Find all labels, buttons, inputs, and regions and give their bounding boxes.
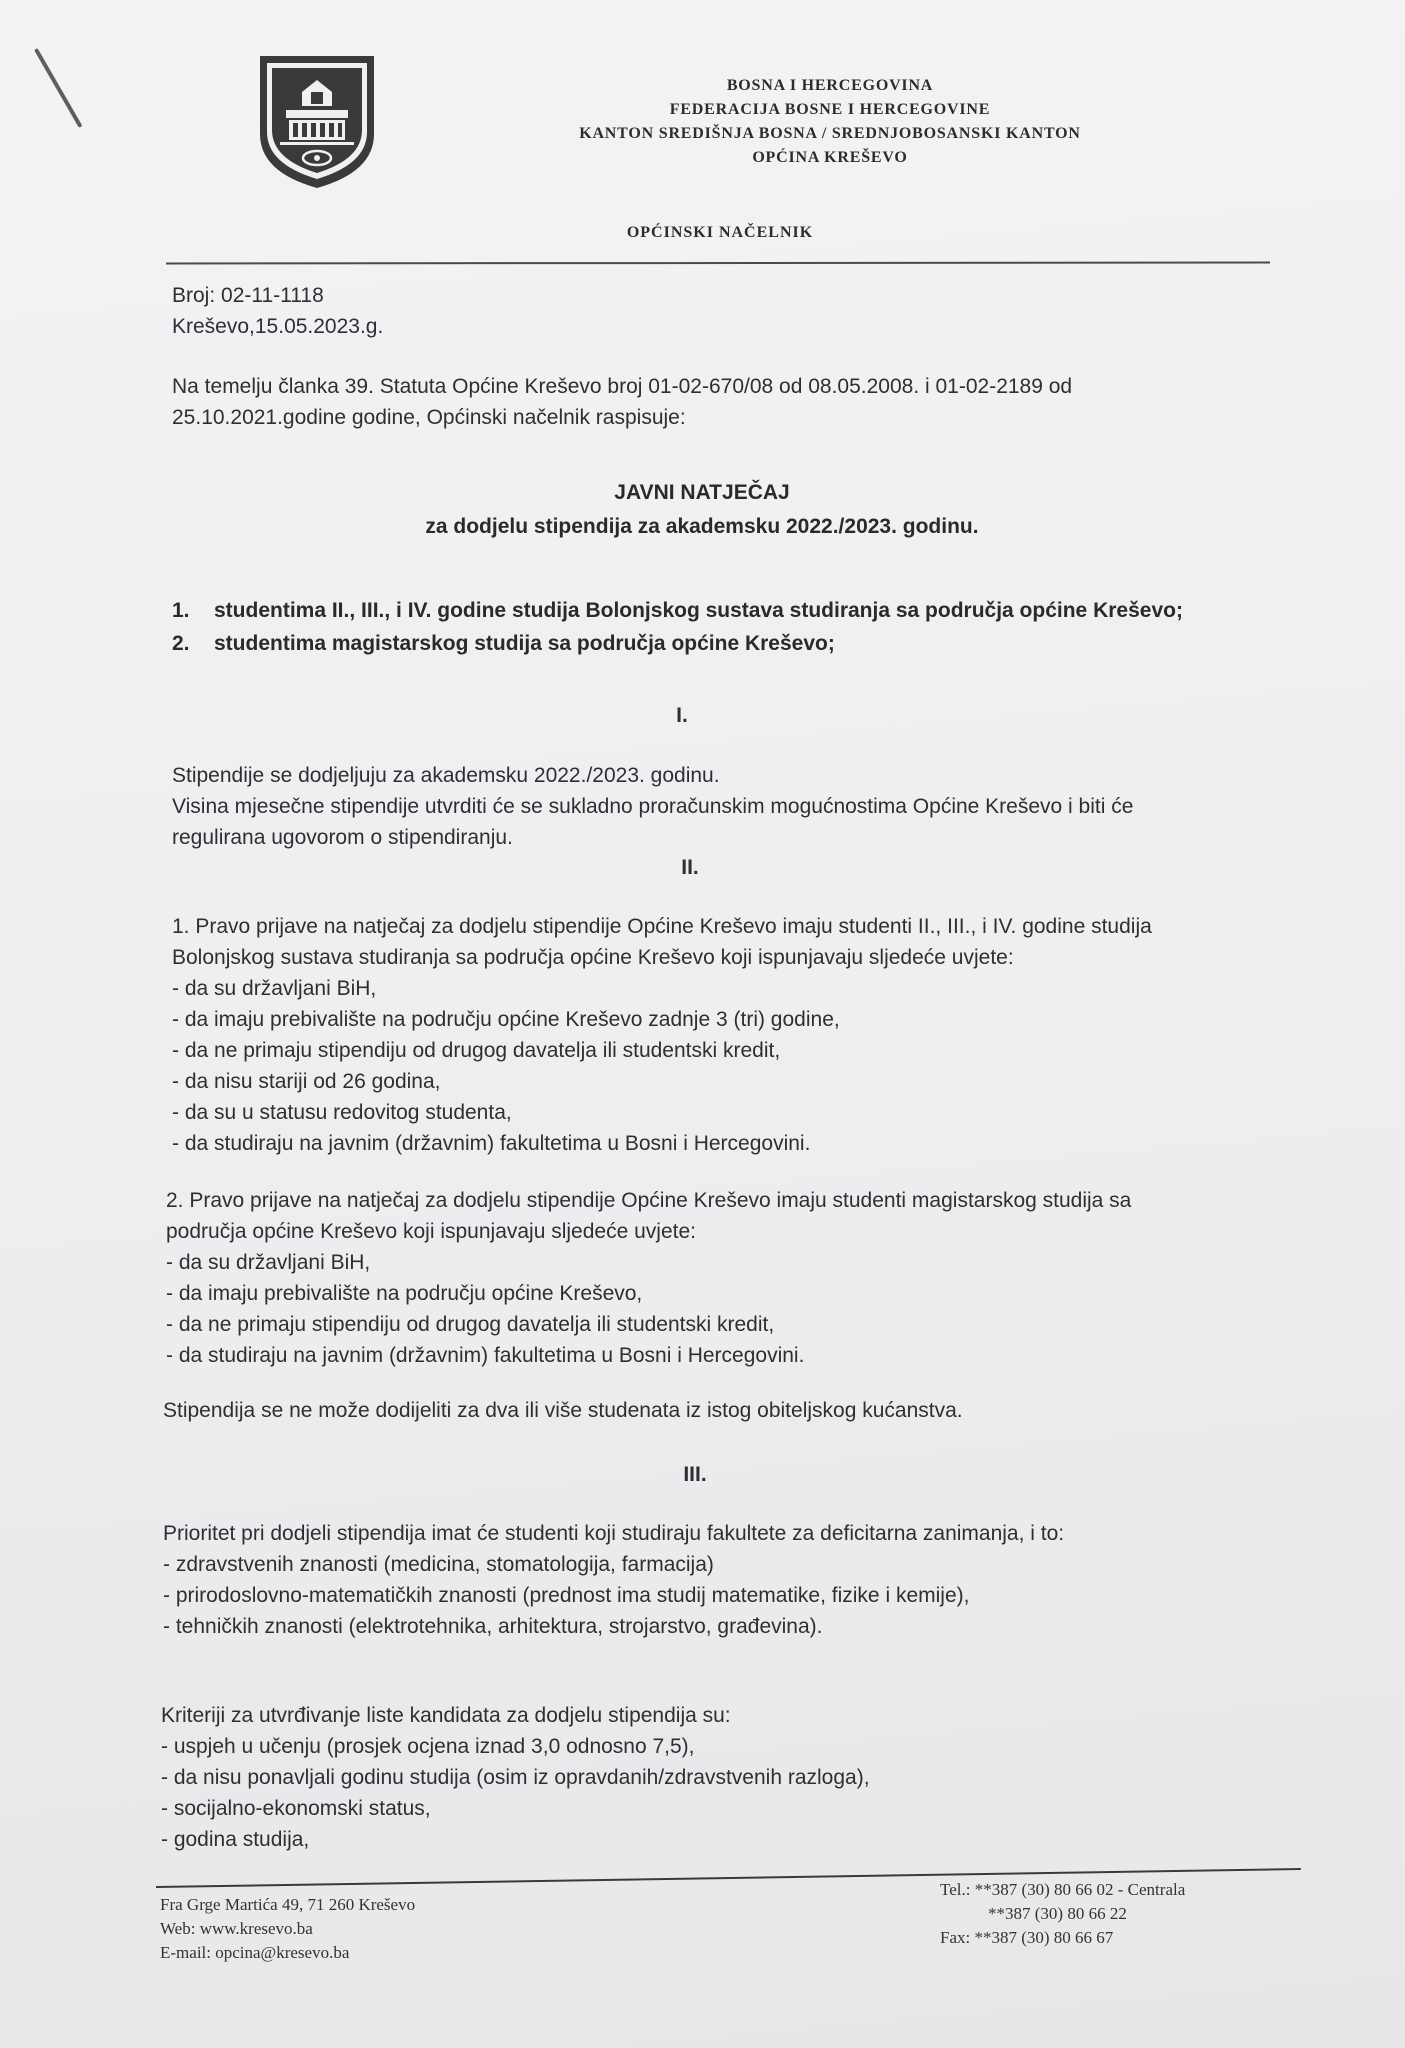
priority-line: Prioritet pri dodjeli stipendija imat će studenti koji studiraju fakultete za deficitarna zanimanja, i to: <box>163 1522 1065 1545</box>
footer-tel-1: Tel.: **387 (30) 80 66 02 - Centrala <box>940 1880 1186 1899</box>
priority-item: - zdravstvenih znanosti (medicina, stomatologija, farmacija) <box>163 1553 714 1576</box>
condition-item: - da su državljani BiH, <box>172 977 377 1000</box>
criteria-paragraph <box>161 1700 1261 1855</box>
section-3-heading: III. <box>683 1463 707 1486</box>
footer-fax: Fax: **387 (30) 80 66 67 <box>940 1928 1114 1947</box>
reference-block <box>172 280 1272 342</box>
footer-address: Fra Grge Martića 49, 71 260 Kreševo <box>160 1895 416 1914</box>
footer-email: E-mail: opcina@kresevo.ba <box>160 1943 350 1962</box>
list-text: studentima magistarskog studija sa područja općine Kreševo; <box>214 632 835 655</box>
section-2-line: područja općine Kreševo koji ispunjavaju sljedeće uvjete: <box>166 1220 696 1243</box>
reference-number: Broj: 02-11-1118 <box>172 284 324 307</box>
condition-item: - da su u statusu redovitog studenta, <box>172 1101 512 1124</box>
condition-item: - da studiraju na javnim (državnim) fakultetima u Bosni i Hercegovini. <box>166 1344 805 1367</box>
municipal-crest-icon <box>256 52 378 192</box>
title-line-1: JAVNI NATJEČAJ <box>614 481 790 504</box>
criteria-line: Kriteriji za utvrđivanje liste kandidata za dodjelu stipendija su: <box>161 1704 731 1727</box>
list-number: 2. <box>172 632 190 655</box>
section-2-line: Bolonjskog sustava studiranja sa područja općine Kreševo koji ispunjavaju sljedeće uvjete: <box>172 946 1014 969</box>
section-1-line: Visina mjesečne stipendije utvrditi će se sukladno proračunskim mogućnostima Općine Kreševo i biti će <box>172 795 1134 818</box>
section-2-line: 1. Pravo prijave na natječaj za dodjelu stipendije Općine Kreševo imaju studenti II., III., i IV. godine studija <box>172 915 1152 938</box>
header-federation: FEDERACIJA BOSNE I HERCEGOVINE <box>669 101 991 118</box>
condition-item: - da imaju prebivalište na području općine Kreševo, <box>166 1282 643 1305</box>
section-1-line: regulirana ugovorom o stipendiranju. <box>172 826 513 849</box>
condition-item: - da ne primaju stipendiju od drugog davatelja ili studentski kredit, <box>172 1039 781 1062</box>
pen-mark <box>34 48 82 128</box>
condition-item: - da imaju prebivalište na području općine Kreševo zadnje 3 (tri) godine, <box>172 1008 840 1031</box>
list-number: 1. <box>172 599 190 622</box>
section-1-line: Stipendije se dodjeljuju za akademsku 2022./2023. godinu. <box>172 764 720 787</box>
intro-line: Na temelju članka 39. Statuta Općine Kreševo broj 01-02-670/08 od 08.05.2008. i 01-02-2189 od <box>172 375 1073 398</box>
priority-item: - prirodoslovno-matematičkih znanosti (prednost ima studij matematike, fizike i kemije), <box>163 1584 970 1607</box>
title-line-2: za dodjelu stipendija za akademsku 2022./2023. godinu. <box>425 515 979 538</box>
list-item <box>172 627 1292 660</box>
criteria-item: - uspjeh u učenju (prosjek ocjena iznad 3,0 odnosno 7,5), <box>161 1735 695 1758</box>
list-text: studentima II., III., i IV. godine studija Bolonjskog sustava studiranja sa područja općine Kreševo; <box>214 599 1183 622</box>
footer-web: Web: www.kresevo.ba <box>160 1919 313 1938</box>
section-1-body <box>172 760 1272 853</box>
priority-item: - tehničkih znanosti (elektrotehnika, arhitektura, strojarstvo, građevina). <box>163 1615 823 1638</box>
header-divider <box>166 262 1270 265</box>
priority-paragraph <box>163 1518 1263 1642</box>
issuer-header <box>520 74 1140 170</box>
condition-item: - da ne primaju stipendiju od drugog davatelja ili studentski kredit, <box>166 1313 775 1336</box>
header-canton: KANTON SREDIŠNJA BOSNA / SREDNJOBOSANSKI KANTON <box>579 125 1081 142</box>
household-note: Stipendija se ne može dodijeliti za dva ili više studenata iz istog obiteljskog kućanstva. <box>163 1399 963 1422</box>
footer-tel-2: **387 (30) 80 66 22 <box>988 1904 1127 1923</box>
list-item <box>172 594 1292 627</box>
criteria-item: - godina studija, <box>161 1828 310 1851</box>
footer-contact-left <box>160 1893 560 1965</box>
criteria-item: - da nisu ponavljali godinu studija (osim iz opravdanih/zdravstvenih razloga), <box>161 1766 870 1789</box>
section-2-line: 2. Pravo prijave na natječaj za dodjelu stipendije Općine Kreševo imaju studenti magistarskog studija sa <box>166 1189 1132 1212</box>
reference-place-date: Kreševo,15.05.2023.g. <box>172 315 384 338</box>
header-municipality: OPĆINA KREŠEVO <box>752 149 908 166</box>
condition-item: - da nisu stariji od 26 godina, <box>172 1070 441 1093</box>
header-country: BOSNA I HERCEGOVINA <box>726 77 934 94</box>
section-2-heading: II. <box>681 856 699 879</box>
intro-paragraph <box>172 371 1272 433</box>
intro-line: 25.10.2021.godine godine, Općinski načelnik raspisuje: <box>172 406 686 429</box>
condition-item: - da studiraju na javnim (državnim) fakultetima u Bosni i Hercegovini. <box>172 1132 811 1155</box>
section-2-paragraph-2 <box>166 1185 1266 1371</box>
footer-contact-right <box>940 1878 1300 1950</box>
section-2-paragraph-1 <box>172 911 1272 1159</box>
document-title <box>172 476 1232 544</box>
section-1-heading: I. <box>676 704 688 727</box>
office-title: OPĆINSKI NAČELNIK <box>626 224 814 241</box>
condition-item: - da su državljani BiH, <box>166 1251 371 1274</box>
recipients-list <box>172 594 1292 660</box>
criteria-item: - socijalno-ekonomski status, <box>161 1797 431 1820</box>
